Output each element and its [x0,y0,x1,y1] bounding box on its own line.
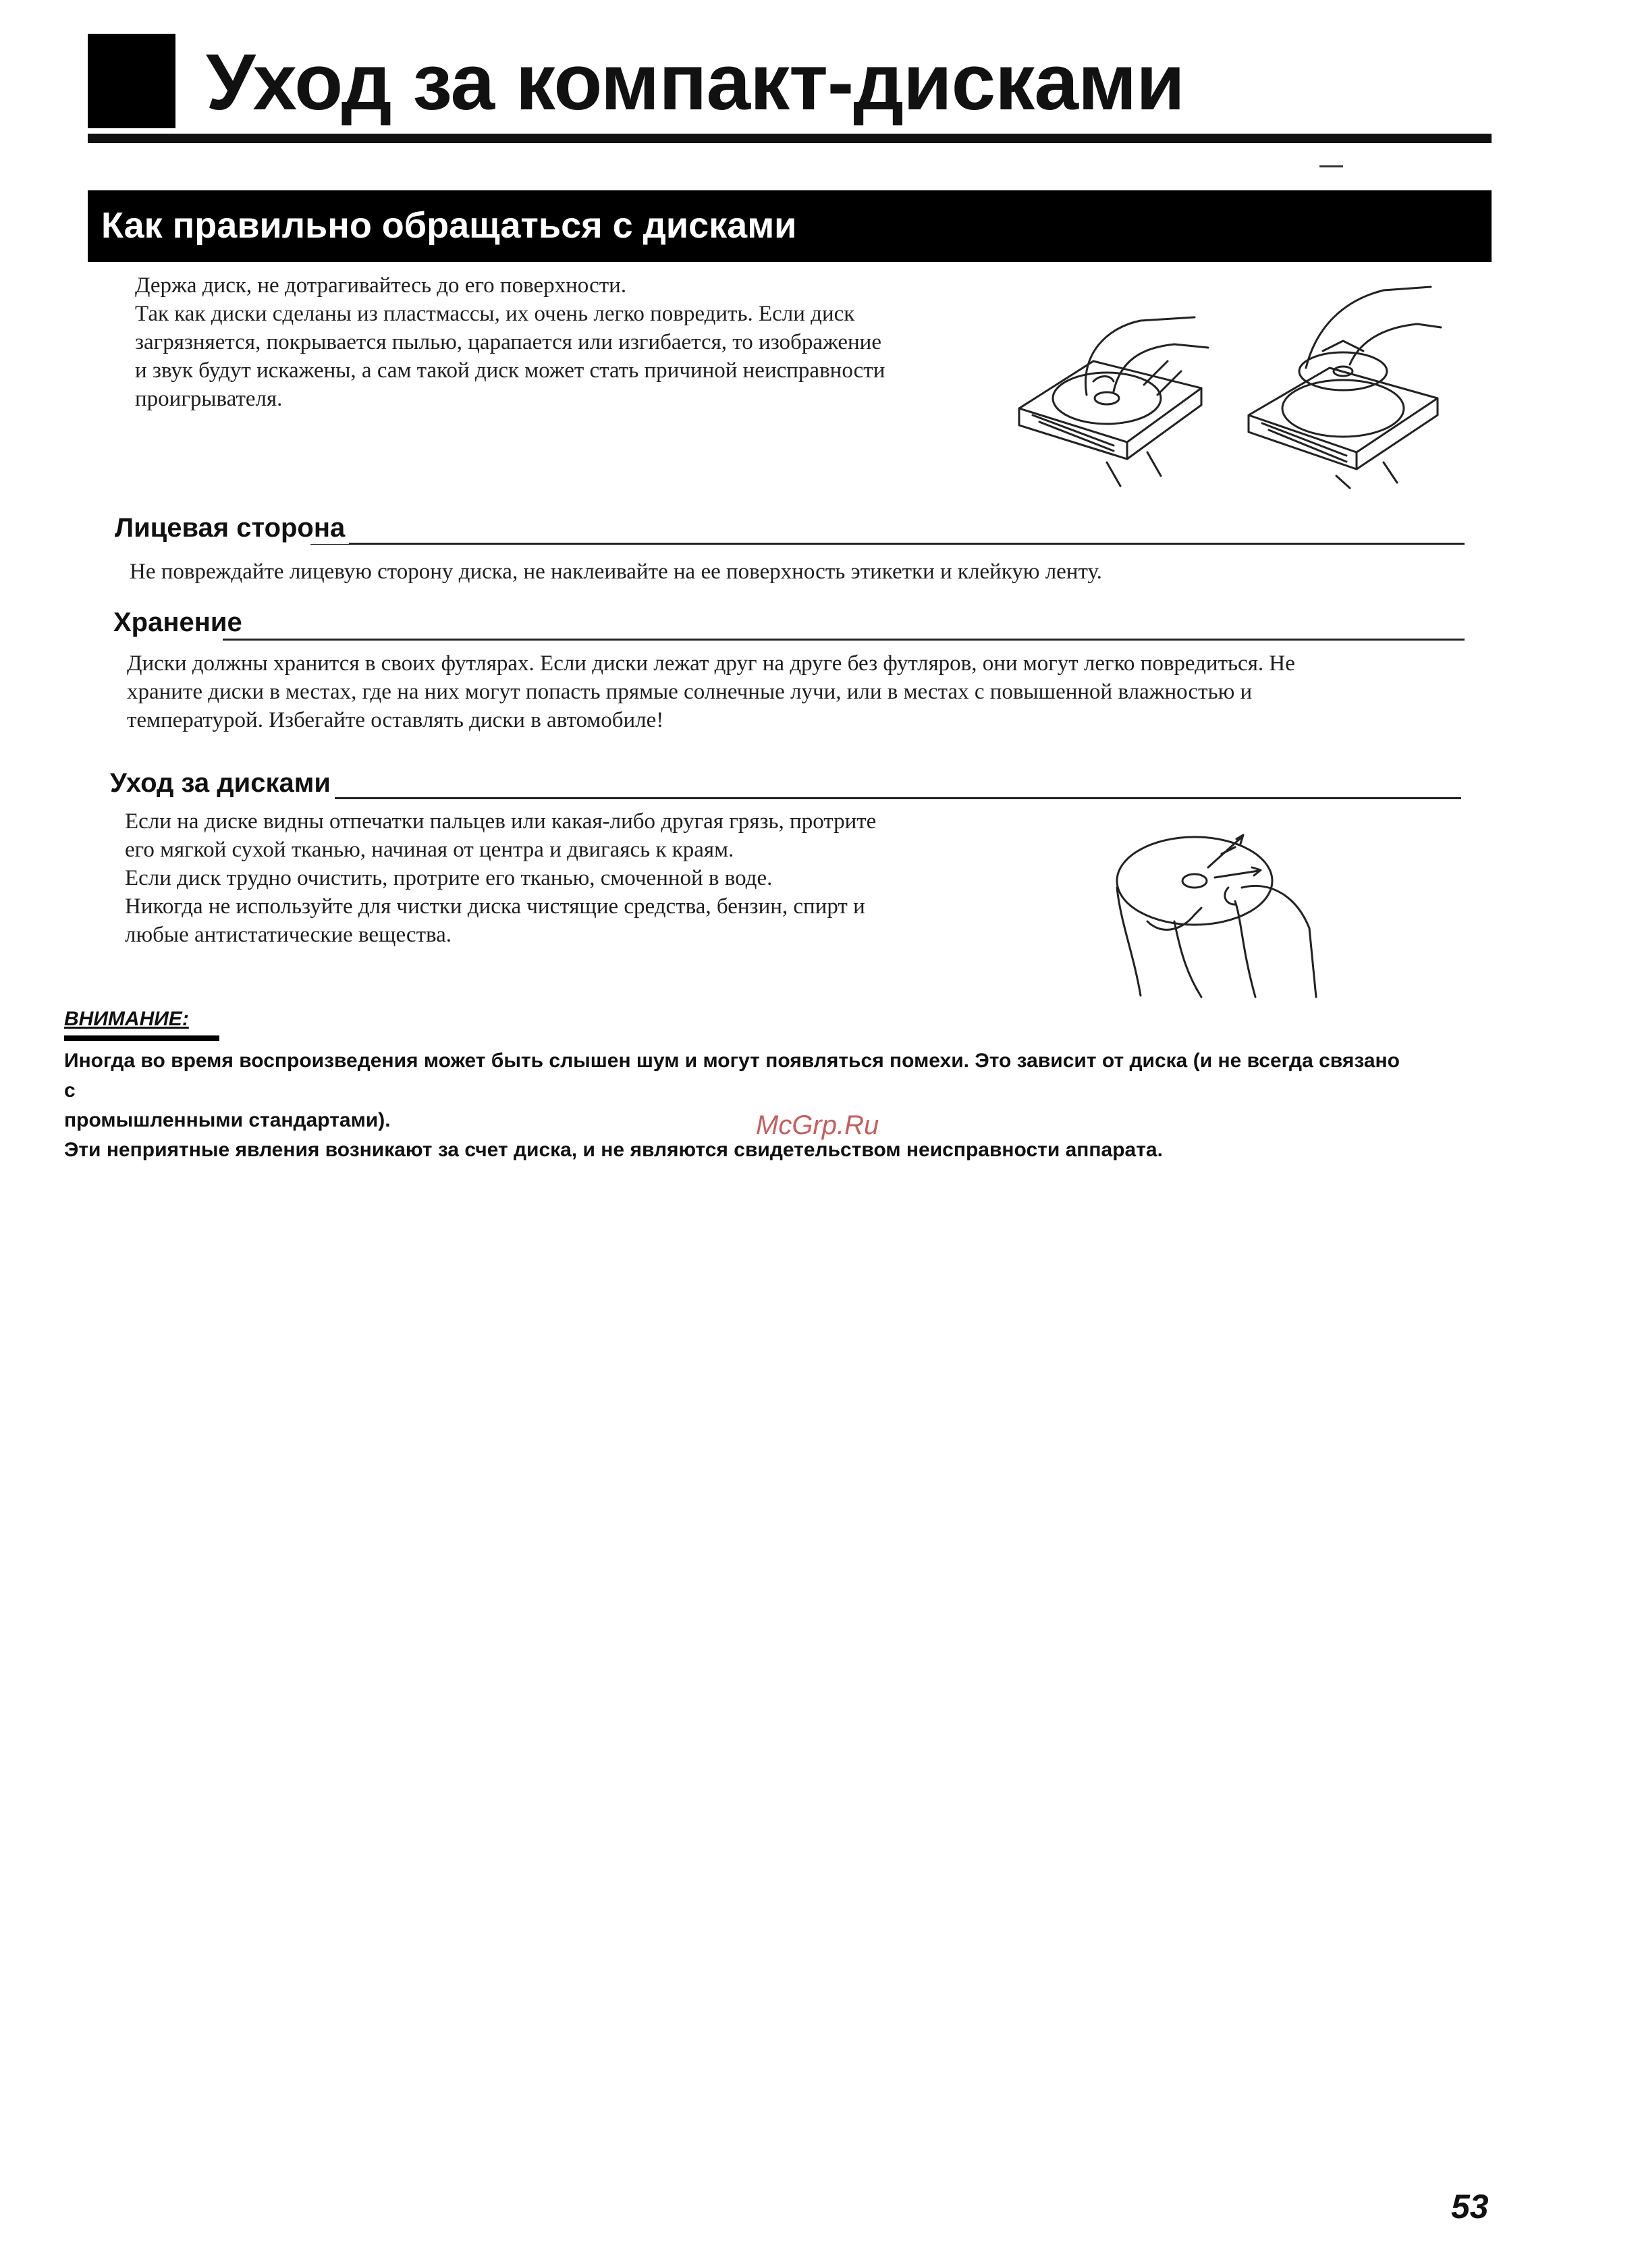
page-title: Уход за компакт-дисками [206,38,1184,127]
section-text-care [125,807,1036,949]
intro-line: проигрывателя. [135,387,283,411]
section-line: храните диски в местах, где на них могут попасть прямые солнечные лучи, или в местах с повышенной влажностью и [127,680,1253,704]
title-marker-block [88,34,175,128]
intro-line: загрязняется, покрывается пылью, царапается или изгибается, то изображение [135,330,881,354]
section-heading-face: Лицевая сторона [115,512,349,544]
section-line: Диски должны хранится в своих футлярах. Если диски лежат друг на друге без футляров, они могут легко повредиться. Не [127,651,1295,676]
intro-line: и звук будут искажены, а сам такой диск может стать причиной неисправности [135,358,885,383]
section-line: Если диск трудно очистить, протрите его тканью, смоченной в воде. [125,866,773,890]
section-rule [310,543,1465,545]
section-line: его мягкой сухой тканью, начиная от центра и двигаясь к краям. [125,838,734,862]
intro-line: Так как диски сделаны из пластмассы, их очень легко повредить. Если диск [135,302,855,326]
hand-holding-disc-illustration [1012,307,1215,489]
page-number: 53 [1451,2188,1489,2225]
attention-label: ВНИМАНИЕ: [64,1008,189,1030]
attention-line: промышленными стандартами). [64,1109,391,1131]
attention-line: Иногда во время воспроизведения может быть слышен шум и могут появляться помехи. Это зависит от диска (и не всегда связано с [64,1050,1400,1102]
attention-text [64,1046,1414,1165]
section-text-face [130,558,1446,586]
intro-paragraph [135,271,1012,413]
section-line: температурой. Избегайте оставлять диски в автомобиле! [127,708,664,732]
section-line: любые антистатические вещества. [125,923,452,947]
section-line: Не повреждайте лицевую сторону диска, не наклеивайте на ее поверхность этикетки и клейкую ленту. [130,560,1102,584]
section-title: Как правильно обращаться с дисками [101,205,797,246]
section-rule [223,639,1465,641]
watermark: McGrp.Ru [756,1110,879,1140]
title-tick-mark [1319,165,1343,167]
intro-line: Держа диск, не дотрагивайтесь до его поверхности. [135,273,627,298]
section-text-storage [127,649,1477,734]
hand-placing-disc-illustration [1242,273,1444,489]
section-line: Никогда не используйте для чистки диска чистящие средства, бензин, спирт и [125,894,865,919]
section-heading-storage: Хранение [113,606,246,639]
title-underline [88,134,1492,143]
section-line: Если на диске видны отпечатки пальцев или какая-либо другая грязь, протрите [125,809,877,834]
section-heading-care: Уход за дисками [110,767,335,799]
attention-line: Эти неприятные явления возникают за счет диска, и не являются свидетельством неисправности аппарата. [64,1139,1163,1161]
section-rule [324,797,1461,799]
hand-wiping-disc-illustration [1107,820,1323,1002]
attention-underline [64,1035,219,1041]
